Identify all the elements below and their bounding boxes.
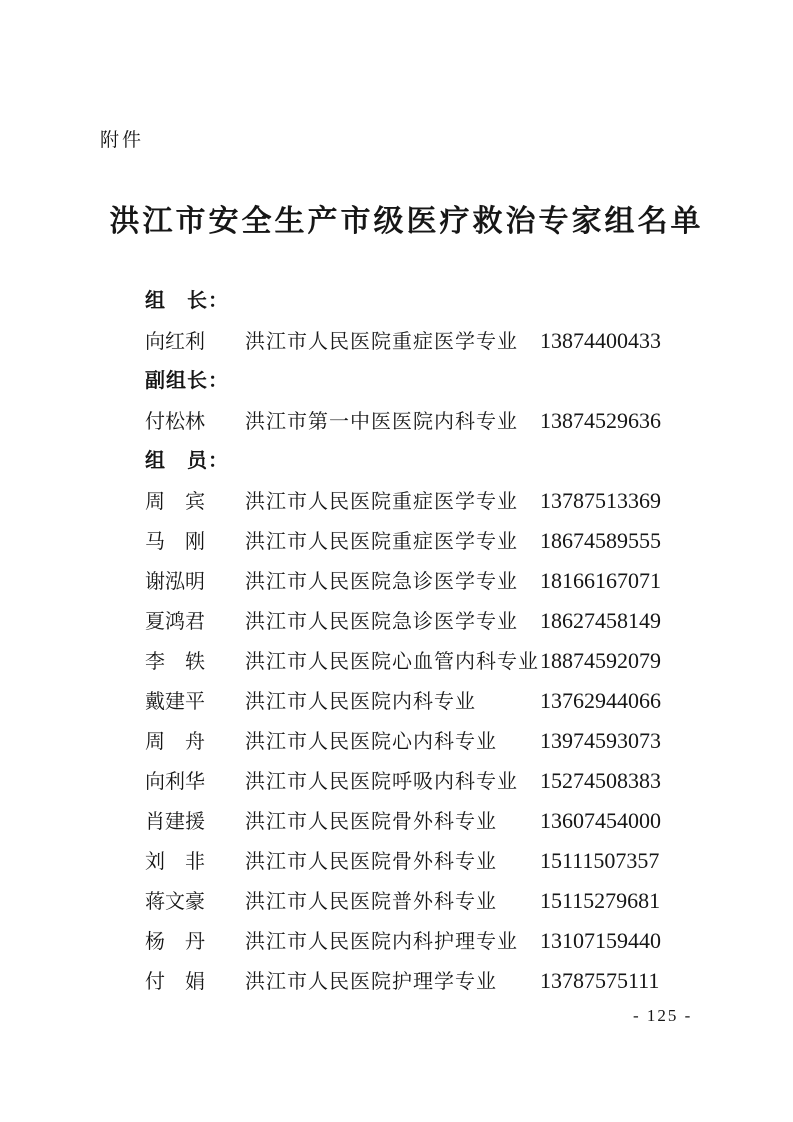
member-affiliation: 洪江市人民医院内科护理专业: [245, 931, 518, 953]
member-name: 周 舟: [145, 731, 205, 753]
member-name: 蒋文豪: [145, 891, 205, 913]
member-affiliation: 洪江市人民医院心血管内科专业: [245, 651, 539, 673]
member-name: 杨 丹: [145, 931, 205, 953]
member-phone: 13787575111: [540, 968, 660, 993]
attachment-label: 附件: [100, 130, 145, 151]
member-row: [145, 481, 670, 521]
member-affiliation: 洪江市人民医院内科专业: [245, 691, 476, 713]
member-name: 夏鸿君: [145, 611, 205, 633]
member-affiliation: 洪江市人民医院重症医学专业: [245, 331, 518, 353]
member-name: 周 宾: [145, 491, 205, 513]
member-row: [145, 561, 670, 601]
member-row: [145, 321, 670, 361]
member-affiliation: 洪江市人民医院急诊医学专业: [245, 571, 518, 593]
member-affiliation: 洪江市人民医院普外科专业: [245, 891, 497, 913]
page-number: - 125 -: [633, 1006, 693, 1025]
member-affiliation: 洪江市人民医院骨外科专业: [245, 811, 497, 833]
member-affiliation: 洪江市第一中医医院内科专业: [245, 411, 518, 433]
member-row: [145, 881, 670, 921]
member-phone: 13874529636: [540, 408, 661, 433]
section-heading-members: 组 员：: [145, 450, 229, 472]
member-phone: 15115279681: [540, 888, 661, 913]
member-affiliation: 洪江市人民医院护理学专业: [245, 971, 497, 993]
member-name: 付 娟: [145, 971, 205, 993]
member-phone: 13762944066: [540, 688, 661, 713]
member-affiliation: 洪江市人民医院急诊医学专业: [245, 611, 518, 633]
member-affiliation: 洪江市人民医院重症医学专业: [245, 531, 518, 553]
member-row: [145, 921, 670, 961]
member-row: [145, 801, 670, 841]
section-heading-leader: 组 长：: [145, 290, 229, 312]
expert-roster: [145, 281, 670, 1001]
member-phone: 18874592079: [540, 648, 661, 673]
member-phone: 13787513369: [540, 488, 661, 513]
member-row: [145, 401, 670, 441]
member-phone: 13607454000: [540, 808, 661, 833]
member-phone: 18166167071: [540, 568, 661, 593]
member-affiliation: 洪江市人民医院心内科专业: [245, 731, 497, 753]
member-row: [145, 841, 670, 881]
member-name: 戴建平: [145, 691, 205, 713]
member-name: 马 刚: [145, 531, 205, 553]
member-name: 向红利: [145, 331, 205, 353]
member-row: [145, 721, 670, 761]
member-name: 刘 非: [145, 851, 205, 873]
member-row: [145, 761, 670, 801]
member-phone: 13974593073: [540, 728, 661, 753]
member-affiliation: 洪江市人民医院呼吸内科专业: [245, 771, 518, 793]
member-name: 向利华: [145, 771, 205, 793]
member-name: 谢泓明: [145, 571, 205, 593]
member-phone: 18674589555: [540, 528, 661, 553]
member-row: [145, 681, 670, 721]
member-affiliation: 洪江市人民医院骨外科专业: [245, 851, 497, 873]
member-phone: 15111507357: [540, 848, 660, 873]
member-phone: 13107159440: [540, 928, 661, 953]
member-phone: 15274508383: [540, 768, 661, 793]
member-phone: 18627458149: [540, 608, 661, 633]
member-row: [145, 521, 670, 561]
document-title: 洪江市安全生产市级医疗救治专家组名单: [109, 205, 704, 238]
member-row: [145, 641, 670, 681]
member-name: 肖建援: [145, 811, 205, 833]
section-heading-deputy-leader: 副组长：: [145, 370, 229, 392]
member-name: 付松林: [145, 411, 205, 433]
member-affiliation: 洪江市人民医院重症医学专业: [245, 491, 518, 513]
member-row: [145, 961, 670, 1001]
member-name: 李 轶: [145, 651, 205, 673]
member-row: [145, 601, 670, 641]
member-phone: 13874400433: [540, 328, 661, 353]
